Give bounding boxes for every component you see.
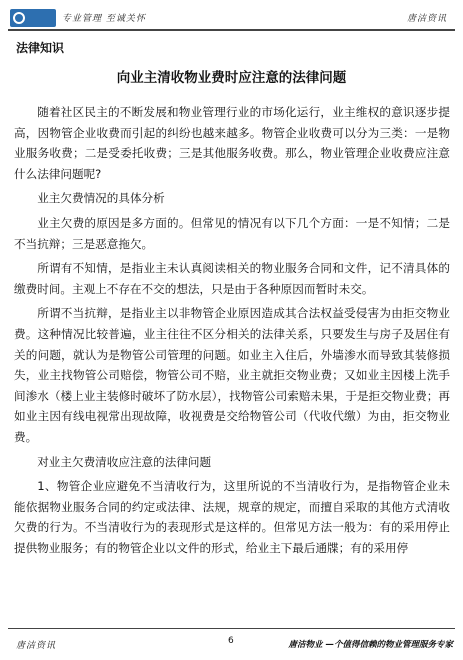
page-number: 6 [228,636,234,646]
header-publication-name: 唐洁资讯 [406,14,447,24]
paragraph-intro: 随着社区民主的不断发展和物业管理行业的市场化运行，业主维权的意识逐步提高，因物管企业收费而引起的纠纷也越来越多。物管企业收费可以分为三类：一是物业服务收费；二是受委托收费；三是其他服务收费。那么，物业管理企业收费应注意什么法律问题呢? [14,105,450,181]
paragraph-improper-collection: 1、物管企业应避免不当清收行为，这里所说的不当清收行为，是指物管企业未能依据物业服务合同的约定或法律、法规，规章的规定，而擅自采取的其他方式清收欠费的行为。不当清收行为的表现形式是这样的。但常见方法一般为：有的采用停止提供物业服务；有的物管企业以文件的形式，给业主下最后通牒；有的采用停 [14,479,450,555]
article-title: 向业主清收物业费时应注意的法律问题 [116,70,347,86]
logo-text [27,11,54,25]
section-label: 法律知识 [16,41,65,55]
footer-slogan: 唐洁物业 —个值得信赖的物业管理服务专家 [288,640,453,650]
paragraph-arrears-causes: 业主欠费的原因是多方面的。但常见的情况有以下几个方面：一是不知情；二是不当抗辩；三是恶意拖欠。 [14,215,450,251]
header-slogan: 专业管理 至诚关怀 [62,14,146,24]
page-header [0,0,463,34]
footer-divider [8,628,455,629]
paragraph-improper-defense: 所谓不当抗辩，是指业主以非物管企业原因造成其合法权益受侵害为由拒交物业费。这种情况比较普遍，业主往往不区分相关的法律关系，只要发生与房子及居住有关的问题，就认为是物管公司管理的问题。如业主入住后，外墙渗水而导致其装修损失，业主找物管公司赔偿，物管公司不赔，业主就拒交物业费；又如业主因楼上洗手间渗水（楼上业主装修时破坏了防水层），找物管公司索赔未果，于是拒交物业费；再如业主因有线电视常出现故障，收视费是交给物管公司（代收代缴）为由，拒交物业费。 [14,306,450,444]
page-footer [0,624,463,660]
company-logo [10,9,56,27]
article-body [14,102,450,562]
paragraph-unaware: 所谓有不知情，是指业主未认真阅读相关的物业服务合同和文件，记不清具体的缴费时间。主观上不存在不交的想法，只是由于各种原因而暂时未交。 [14,261,450,296]
logo-mark-icon [13,12,25,24]
subheading-legal-issues: 对业主欠费清收应注意的法律问题 [37,454,212,469]
subheading-arrears-analysis: 业主欠费情况的具体分析 [37,191,165,206]
header-divider [8,29,455,31]
footer-publication-name: 唐洁资讯 [16,641,57,651]
